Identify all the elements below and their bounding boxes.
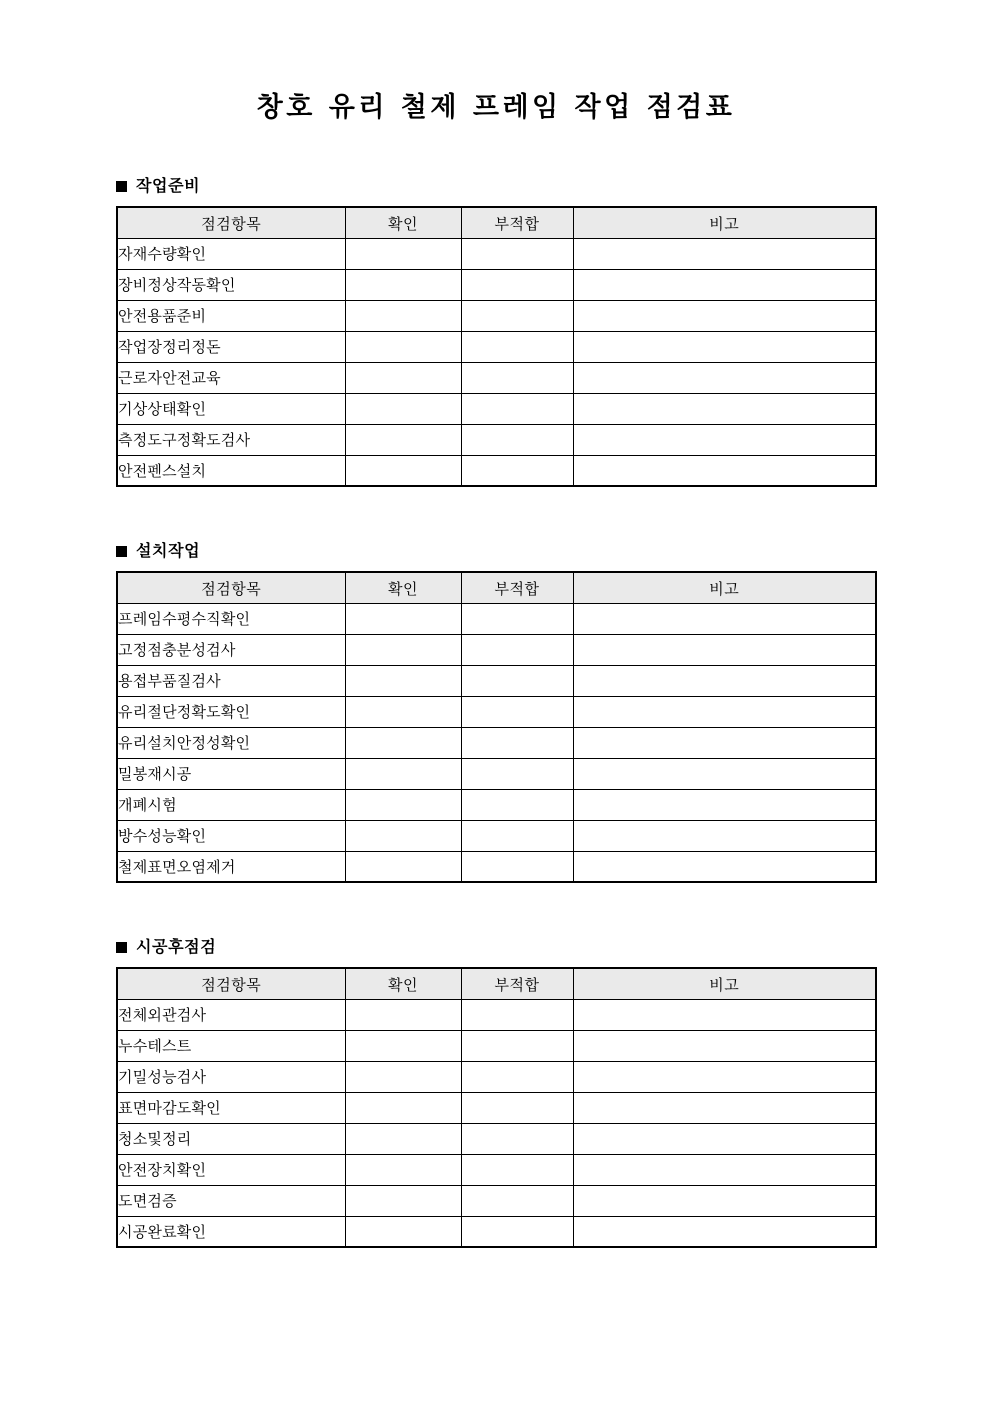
cell-item: 누수테스트 — [117, 1030, 345, 1061]
column-header-remarks: 비고 — [573, 207, 876, 238]
table-row — [117, 393, 876, 424]
cell-item: 프레임수평수직확인 — [117, 603, 345, 634]
cell-item: 표면마감도확인 — [117, 1092, 345, 1123]
table-row — [117, 634, 876, 665]
cell-remarks[interactable] — [573, 1061, 876, 1092]
cell-remarks[interactable] — [573, 362, 876, 393]
square-bullet-icon — [116, 546, 127, 557]
cell-item: 장비정상작동확인 — [117, 269, 345, 300]
table-row — [117, 696, 876, 727]
cell-nonconform[interactable] — [461, 1154, 573, 1185]
cell-item: 작업장정리정돈 — [117, 331, 345, 362]
cell-nonconform[interactable] — [461, 820, 573, 851]
section-title-label: 설치작업 — [136, 541, 201, 561]
table-row — [117, 269, 876, 300]
table-row — [117, 1030, 876, 1061]
cell-remarks[interactable] — [573, 424, 876, 455]
table-header-row — [117, 572, 876, 603]
cell-remarks[interactable] — [573, 1216, 876, 1247]
table-row — [117, 331, 876, 362]
cell-check[interactable] — [345, 1061, 461, 1092]
cell-nonconform[interactable] — [461, 999, 573, 1030]
cell-remarks[interactable] — [573, 696, 876, 727]
cell-item: 방수성능확인 — [117, 820, 345, 851]
cell-item: 기상상태확인 — [117, 393, 345, 424]
cell-check[interactable] — [345, 758, 461, 789]
cell-check[interactable] — [345, 999, 461, 1030]
square-bullet-icon — [116, 942, 127, 953]
cell-check[interactable] — [345, 603, 461, 634]
cell-check[interactable] — [345, 665, 461, 696]
table-row — [117, 455, 876, 486]
column-header-check: 확인 — [345, 207, 461, 238]
table-row — [117, 603, 876, 634]
cell-nonconform[interactable] — [461, 455, 573, 486]
table-row — [117, 238, 876, 269]
column-header-item: 점검항목 — [117, 968, 345, 999]
cell-check[interactable] — [345, 455, 461, 486]
table-row — [117, 1061, 876, 1092]
section-work-preparation — [0, 178, 992, 487]
cell-item: 안전장치확인 — [117, 1154, 345, 1185]
cell-remarks[interactable] — [573, 758, 876, 789]
column-header-item: 점검항목 — [117, 572, 345, 603]
column-header-nonconform: 부적합 — [461, 207, 573, 238]
cell-item: 시공완료확인 — [117, 1216, 345, 1247]
cell-nonconform[interactable] — [461, 1061, 573, 1092]
cell-remarks[interactable] — [573, 1185, 876, 1216]
cell-remarks[interactable] — [573, 603, 876, 634]
cell-nonconform[interactable] — [461, 424, 573, 455]
cell-remarks[interactable] — [573, 820, 876, 851]
column-header-remarks: 비고 — [573, 572, 876, 603]
cell-check[interactable] — [345, 1154, 461, 1185]
table-row — [117, 999, 876, 1030]
cell-item: 유리설치안정성확인 — [117, 727, 345, 758]
cell-remarks[interactable] — [573, 727, 876, 758]
cell-nonconform[interactable] — [461, 727, 573, 758]
cell-check[interactable] — [345, 1030, 461, 1061]
table-row — [117, 851, 876, 882]
cell-nonconform[interactable] — [461, 1092, 573, 1123]
cell-remarks[interactable] — [573, 1154, 876, 1185]
cell-nonconform[interactable] — [461, 393, 573, 424]
table-row — [117, 1154, 876, 1185]
cell-item: 기밀성능검사 — [117, 1061, 345, 1092]
cell-check[interactable] — [345, 362, 461, 393]
page-title: 창호 유리 철제 프레임 작업 점검표 — [256, 92, 736, 123]
cell-nonconform[interactable] — [461, 362, 573, 393]
table-row — [117, 727, 876, 758]
cell-check[interactable] — [345, 820, 461, 851]
cell-check[interactable] — [345, 696, 461, 727]
cell-nonconform[interactable] — [461, 758, 573, 789]
cell-item: 철제표면오염제거 — [117, 851, 345, 882]
cell-item: 유리절단정확도확인 — [117, 696, 345, 727]
checklist-table-post-construction-inspection — [116, 967, 877, 1248]
cell-nonconform[interactable] — [461, 851, 573, 882]
cell-check[interactable] — [345, 634, 461, 665]
cell-check[interactable] — [345, 1123, 461, 1154]
cell-nonconform[interactable] — [461, 665, 573, 696]
table-row — [117, 1185, 876, 1216]
cell-nonconform[interactable] — [461, 1185, 573, 1216]
cell-check[interactable] — [345, 393, 461, 424]
table-row — [117, 362, 876, 393]
cell-item: 고정점충분성검사 — [117, 634, 345, 665]
cell-remarks[interactable] — [573, 634, 876, 665]
cell-item: 개폐시험 — [117, 789, 345, 820]
cell-nonconform[interactable] — [461, 1030, 573, 1061]
cell-remarks[interactable] — [573, 1123, 876, 1154]
cell-item: 용접부품질검사 — [117, 665, 345, 696]
cell-nonconform[interactable] — [461, 1123, 573, 1154]
cell-remarks[interactable] — [573, 393, 876, 424]
cell-item: 자재수량확인 — [117, 238, 345, 269]
cell-item: 전체외관검사 — [117, 999, 345, 1030]
cell-check[interactable] — [345, 851, 461, 882]
cell-nonconform[interactable] — [461, 238, 573, 269]
table-row — [117, 820, 876, 851]
table-row — [117, 1123, 876, 1154]
cell-nonconform[interactable] — [461, 269, 573, 300]
cell-check[interactable] — [345, 300, 461, 331]
section-title-label: 작업준비 — [136, 176, 201, 196]
cell-nonconform[interactable] — [461, 300, 573, 331]
cell-remarks[interactable] — [573, 455, 876, 486]
cell-nonconform[interactable] — [461, 1216, 573, 1247]
cell-item: 안전펜스설치 — [117, 455, 345, 486]
checklist-table-work-preparation — [116, 206, 877, 487]
cell-remarks[interactable] — [573, 1092, 876, 1123]
cell-remarks[interactable] — [573, 1030, 876, 1061]
cell-item: 근로자안전교육 — [117, 362, 345, 393]
cell-item: 밀봉재시공 — [117, 758, 345, 789]
section-heading — [116, 939, 992, 955]
cell-check[interactable] — [345, 269, 461, 300]
cell-item: 측정도구정확도검사 — [117, 424, 345, 455]
cell-nonconform[interactable] — [461, 789, 573, 820]
cell-item: 안전용품준비 — [117, 300, 345, 331]
square-bullet-icon — [116, 181, 127, 192]
column-header-remarks: 비고 — [573, 968, 876, 999]
table-row — [117, 300, 876, 331]
cell-check[interactable] — [345, 727, 461, 758]
table-row — [117, 789, 876, 820]
cell-check[interactable] — [345, 238, 461, 269]
cell-remarks[interactable] — [573, 300, 876, 331]
cell-remarks[interactable] — [573, 789, 876, 820]
column-header-nonconform: 부적합 — [461, 968, 573, 999]
cell-nonconform[interactable] — [461, 696, 573, 727]
table-row — [117, 758, 876, 789]
cell-nonconform[interactable] — [461, 603, 573, 634]
cell-nonconform[interactable] — [461, 634, 573, 665]
table-row — [117, 424, 876, 455]
table-row — [117, 1092, 876, 1123]
column-header-item: 점검항목 — [117, 207, 345, 238]
cell-remarks[interactable] — [573, 238, 876, 269]
cell-check[interactable] — [345, 331, 461, 362]
table-header-row — [117, 207, 876, 238]
checklist-table-installation-work — [116, 571, 877, 883]
cell-remarks[interactable] — [573, 851, 876, 882]
cell-remarks[interactable] — [573, 269, 876, 300]
section-heading — [116, 178, 992, 194]
cell-check[interactable] — [345, 1185, 461, 1216]
section-installation-work — [0, 543, 992, 883]
column-header-check: 확인 — [345, 968, 461, 999]
cell-item: 청소및정리 — [117, 1123, 345, 1154]
cell-nonconform[interactable] — [461, 331, 573, 362]
table-row — [117, 665, 876, 696]
column-header-nonconform: 부적합 — [461, 572, 573, 603]
section-heading — [116, 543, 992, 559]
section-post-construction-inspection — [0, 939, 992, 1248]
cell-remarks[interactable] — [573, 665, 876, 696]
table-row — [117, 1216, 876, 1247]
cell-check[interactable] — [345, 424, 461, 455]
section-title-label: 시공후점검 — [136, 937, 217, 957]
cell-check[interactable] — [345, 789, 461, 820]
cell-remarks[interactable] — [573, 331, 876, 362]
cell-item: 도면검증 — [117, 1185, 345, 1216]
cell-check[interactable] — [345, 1216, 461, 1247]
cell-check[interactable] — [345, 1092, 461, 1123]
cell-remarks[interactable] — [573, 999, 876, 1030]
column-header-check: 확인 — [345, 572, 461, 603]
table-header-row — [117, 968, 876, 999]
